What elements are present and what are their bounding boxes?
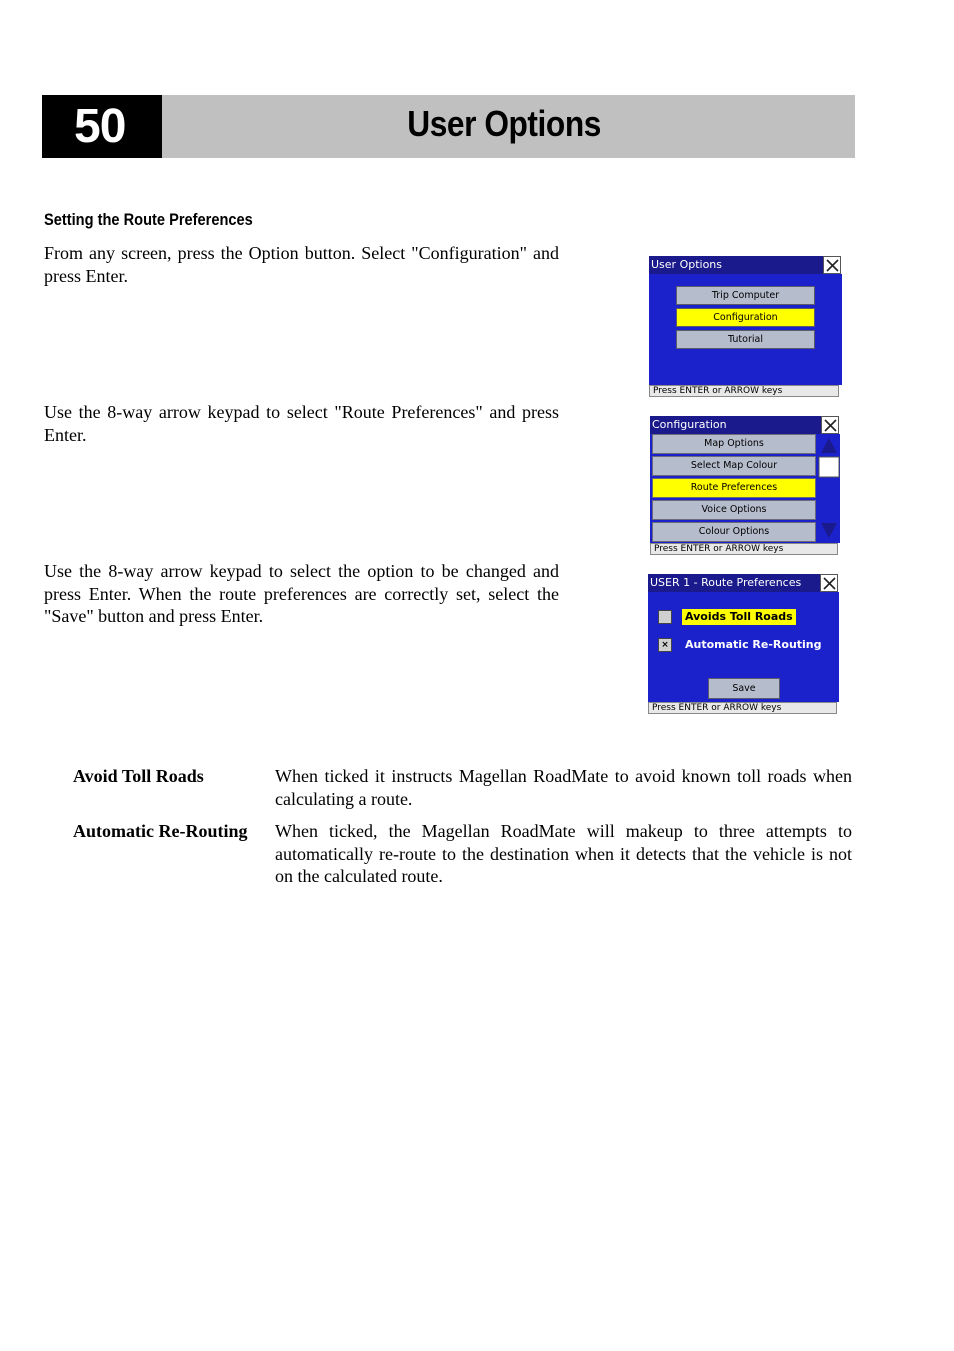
voice-options-item: Voice Options (652, 500, 816, 520)
status-bar: Press ENTER or ARROW keys (650, 543, 838, 555)
screen-body (650, 434, 840, 543)
map-options-item: Map Options (652, 434, 816, 454)
close-icon (820, 574, 838, 592)
section-title: Setting the Route Preferences (44, 210, 253, 229)
checkbox-unchecked (658, 610, 672, 624)
instruction-paragraph-3: Use the 8-way arrow keypad to select the option to be changed and press Enter. When the route preferences are correctly set, select the "Save" button and press Enter. (44, 561, 559, 626)
screen-title: User Options (649, 256, 823, 274)
status-bar: Press ENTER or ARROW keys (649, 385, 839, 397)
screen-title: Configuration (650, 416, 821, 434)
trip-computer-button: Trip Computer (676, 286, 815, 305)
definition-description: When ticked it instructs Magellan RoadMate to avoid known toll roads when calculating a route. (275, 766, 852, 809)
screen-body (648, 592, 839, 702)
configuration-button: Configuration (676, 308, 815, 327)
page-number: 50 (42, 95, 162, 158)
screen-title: USER 1 - Route Preferences (648, 574, 820, 592)
scroll-arrows-icon (818, 434, 840, 543)
select-map-colour-item: Select Map Colour (652, 456, 816, 476)
instruction-paragraph-1: From any screen, press the Option button. Select "Configuration" and press Enter. (44, 243, 559, 286)
status-bar: Press ENTER or ARROW keys (648, 702, 837, 714)
definition-term: Automatic Re-Routing (73, 821, 248, 841)
definition-term: Avoid Toll Roads (73, 766, 204, 786)
scrollbar (818, 434, 840, 543)
instruction-paragraph-2: Use the 8-way arrow keypad to select "Route Preferences" and press Enter. (44, 402, 559, 445)
header-bar (162, 95, 855, 158)
definition-description: When ticked, the Magellan RoadMate will makeup to three attempts to automatically re-route to the destination when it detects that the vehicle is not on the calculated route. (275, 821, 852, 886)
save-button: Save (708, 678, 780, 699)
route-preferences-item: Route Preferences (652, 478, 816, 498)
tutorial-button: Tutorial (676, 330, 815, 349)
route-preferences-screenshot (648, 574, 839, 715)
colour-options-item: Colour Options (652, 522, 816, 542)
page-title: User Options (407, 103, 601, 144)
option-label: Automatic Re-Routing (685, 638, 822, 651)
option-label: Avoids Toll Roads (682, 609, 796, 625)
checkbox-checked: × (658, 638, 672, 652)
screen-body (649, 274, 842, 385)
close-icon (823, 256, 841, 274)
configuration-screenshot (650, 416, 840, 556)
user-options-screenshot (649, 256, 842, 398)
close-icon (821, 416, 839, 434)
